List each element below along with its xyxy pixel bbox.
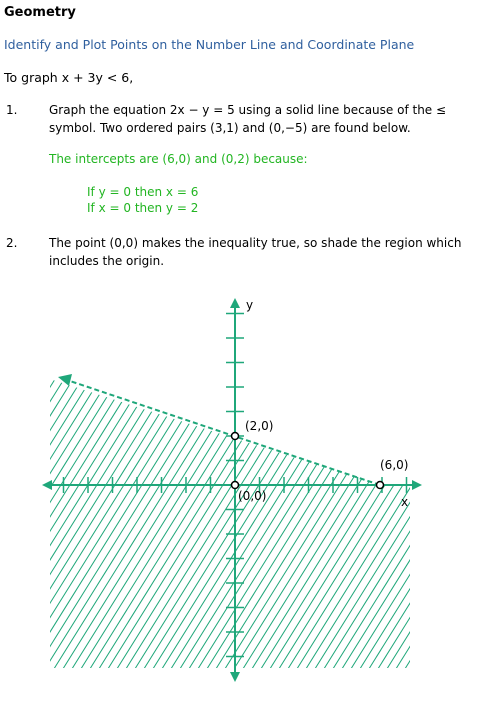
y-axis-arrow-up: [230, 298, 240, 308]
hatch-line: [227, 360, 427, 680]
hatch-line: [0, 360, 121, 680]
hatch-line: [29, 360, 229, 680]
hatch-line: [371, 360, 491, 680]
hatch-line: [245, 360, 445, 680]
y-axis-label: y: [246, 298, 254, 312]
hatch-line: [0, 360, 40, 680]
intercept-line: If x = 0 then y = 2: [87, 201, 199, 215]
x-axis-arrow-right: [412, 480, 422, 490]
hatch-line: [0, 360, 85, 680]
hatch-line: [0, 360, 103, 680]
hatch-line: [254, 360, 454, 680]
hatch-line: [218, 360, 418, 680]
hatch-line: [281, 360, 481, 680]
hatch-line: [0, 360, 49, 680]
step-text: Graph the equation 2x − y = 5 using a solid line because of the ≤ symbol. Two ordered pairs (3,1) and (0,−5) are found below.: [49, 103, 447, 135]
hatch-line: [164, 360, 364, 680]
hatch-line: [38, 360, 238, 680]
hatch-line: [299, 360, 491, 680]
hatch-line: [398, 360, 491, 680]
step-number: 2.: [6, 236, 18, 250]
hatch-line: [92, 360, 292, 680]
hatch-line: [335, 360, 491, 680]
hatch-line: [443, 360, 491, 680]
axes: [42, 298, 422, 682]
x-axis-arrow-left: [42, 480, 52, 490]
hatch-line: [0, 360, 13, 680]
step-text: The point (0,0) makes the inequality true, so shade the region which includes the origin.: [49, 236, 462, 268]
point-marker: [377, 482, 384, 489]
hatch-line: [263, 360, 463, 680]
hatch-line: [0, 360, 166, 680]
point-label: (2,0): [245, 419, 274, 433]
hatch-line: [0, 360, 148, 680]
hatch-line: [83, 360, 283, 680]
hatch-line: [47, 360, 247, 680]
step-number: 1.: [6, 103, 18, 117]
coordinate-plane-graph: [0, 290, 491, 715]
hatch-line: [0, 360, 22, 680]
lesson-subtitle-link[interactable]: Identify and Plot Points on the Number Line and Coordinate Plane: [4, 37, 415, 52]
hatch-line: [236, 360, 436, 680]
point-marker: [232, 482, 239, 489]
hatch-line: [317, 360, 491, 680]
hatch-line: [0, 360, 94, 680]
shaded-region: [0, 360, 491, 680]
intro-text: To graph x + 3y < 6,: [4, 70, 134, 85]
boundary-line: [64, 379, 380, 485]
hatch-line: [470, 360, 491, 680]
hatch-line: [11, 360, 211, 680]
point-label: (6,0): [380, 458, 409, 472]
hatch-line: [0, 360, 31, 680]
hatch-line: [0, 360, 76, 680]
hatch-line: [191, 360, 391, 680]
hatch-line: [0, 360, 157, 680]
hatch-line: [155, 360, 355, 680]
hatch-line: [344, 360, 491, 680]
hatch-line: [407, 360, 491, 680]
point-marker: [232, 433, 239, 440]
intercepts-heading: The intercepts are (6,0) and (0,2) because:: [49, 152, 308, 166]
x-axis-label: x: [401, 495, 409, 509]
y-axis-arrow-down: [230, 672, 240, 682]
point-label: (0,0): [238, 489, 267, 503]
intercept-line: If y = 0 then x = 6: [87, 185, 199, 199]
hatch-line: [20, 360, 220, 680]
hatch-line: [479, 360, 491, 680]
hatch-line: [0, 360, 58, 680]
hatch-line: [173, 360, 373, 680]
hatch-line: [380, 360, 491, 680]
hatch-line: [389, 360, 491, 680]
hatch-line: [416, 360, 491, 680]
hatch-line: [425, 360, 491, 680]
page-title: Geometry: [4, 5, 76, 20]
hatch-line: [290, 360, 490, 680]
hatch-line: [434, 360, 491, 680]
hatch-line: [0, 360, 4, 680]
hatch-line: [101, 360, 301, 680]
hatch-line: [452, 360, 491, 680]
hatch-line: [272, 360, 472, 680]
hatch-line: [2, 360, 202, 680]
hatch-line: [182, 360, 382, 680]
hatch-line: [0, 360, 193, 680]
hatch-line: [461, 360, 491, 680]
hatch-line: [146, 360, 346, 680]
hatch-line: [110, 360, 310, 680]
